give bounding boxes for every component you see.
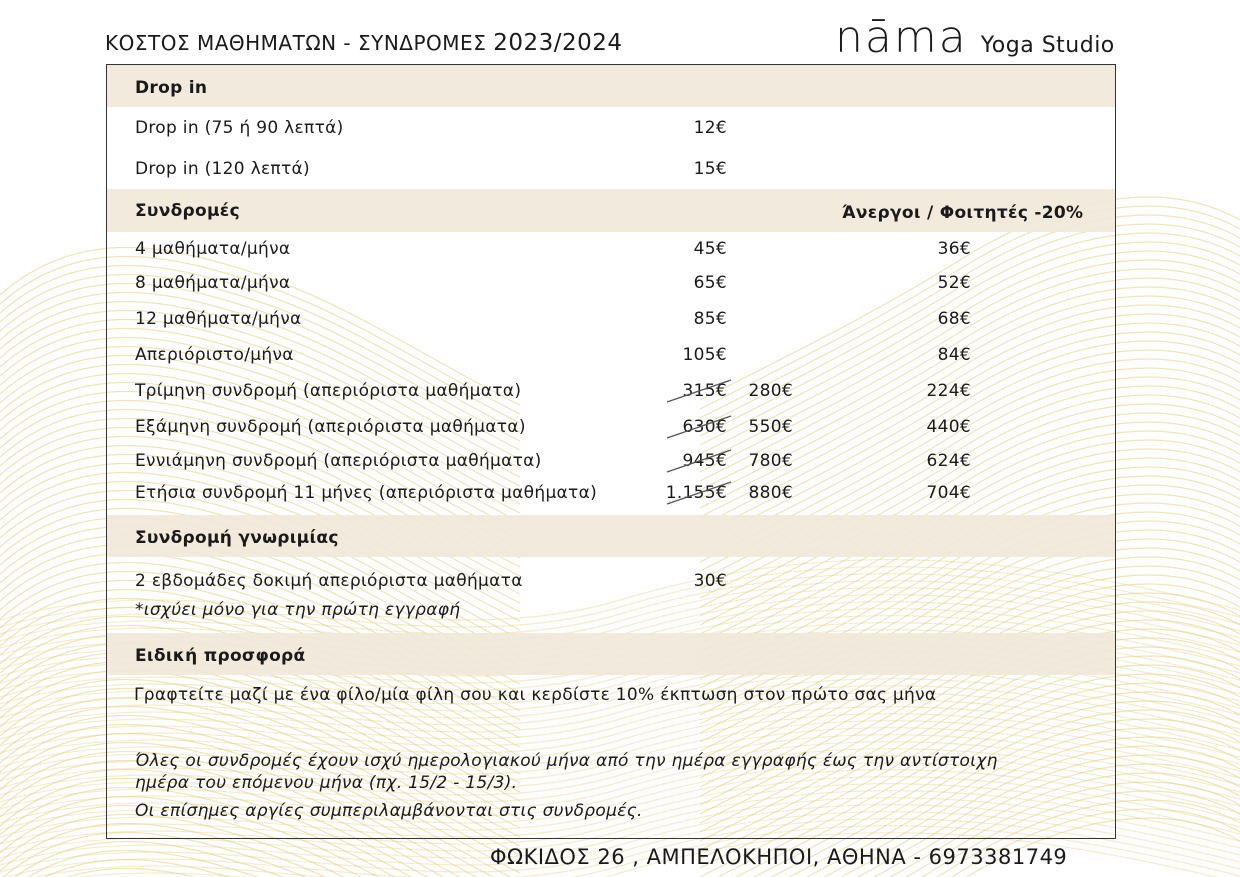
brand xyxy=(835,12,1115,63)
subscription-label: Τρίμηνη συνδρομή (απεριόριστα μαθήματα) xyxy=(135,381,522,401)
subscription-price: 315€ xyxy=(682,381,727,401)
subscription-label: Απεριόριστο/μήνα xyxy=(135,345,294,365)
title-year: 2023/2024 xyxy=(493,30,623,56)
subscription-offer-price: 280€ xyxy=(748,381,793,401)
subscription-label: 8 μαθήματα/μήνα xyxy=(135,273,291,293)
section-band-dropin xyxy=(107,65,1115,107)
section-heading-subscriptions: Συνδρομές xyxy=(135,201,240,221)
page-title xyxy=(105,30,623,56)
dropin-label-1: Drop in (75 ή 90 λεπτά) xyxy=(135,118,344,138)
subscription-label: 12 μαθήματα/μήνα xyxy=(135,309,302,329)
dropin-price-1: 12€ xyxy=(693,118,727,138)
brand-subtitle: Yoga Studio xyxy=(980,33,1115,58)
subscription-price: 630€ xyxy=(682,417,727,437)
price-strikethrough xyxy=(665,480,735,506)
subscription-price: 945€ xyxy=(682,451,727,471)
subscription-price: 85€ xyxy=(693,309,727,329)
note-line-1: Όλες οι συνδρομές έχουν ισχύ ημερολογιακού μήνα από την ημέρα εγγραφής έως την αντίστοιχη xyxy=(135,751,998,771)
subscription-discount-price: 52€ xyxy=(937,273,971,293)
subscription-discount-price: 84€ xyxy=(937,345,971,365)
note-line-2: ημέρα του επόμενου μήνα (πχ. 15/2 - 15/3). xyxy=(135,773,518,793)
subscription-offer-price: 550€ xyxy=(748,417,793,437)
subscription-discount-price: 68€ xyxy=(937,309,971,329)
subscription-discount-price: 704€ xyxy=(926,483,971,503)
subscription-price: 105€ xyxy=(682,345,727,365)
subscription-label: Ετήσια συνδρομή 11 μήνες (απεριόριστα μαθήματα) xyxy=(135,483,598,503)
subscription-price: 45€ xyxy=(693,239,727,259)
price-strikethrough xyxy=(665,448,735,474)
trial-label: 2 εβδομάδες δοκιμή απεριόριστα μαθήματα xyxy=(135,571,523,591)
trial-price: 30€ xyxy=(693,571,727,591)
dropin-label-2: Drop in (120 λεπτά) xyxy=(135,159,310,179)
price-card xyxy=(106,64,1116,839)
title-text: ΚΟΣΤΟΣ ΜΑΘΗΜΑΤΩΝ - ΣΥΝΔΡΟΜΕΣ xyxy=(105,31,487,55)
section-heading-special: Ειδική προσφορά xyxy=(135,646,306,666)
dropin-price-2: 15€ xyxy=(693,159,727,179)
subscription-discount-price: 440€ xyxy=(926,417,971,437)
footer-address: ΦΩΚΙΔΟΣ 26 , ΑΜΠΕΛΟΚΗΠΟΙ, ΑΘΗΝΑ - 6973381749 xyxy=(490,845,1068,869)
section-heading-dropin: Drop in xyxy=(135,78,208,98)
special-offer-text: Γραφτείτε μαζί με ένα φίλο/μία φίλη σου και κερδίστε 10% έκπτωση στον πρώτο σας μήνα xyxy=(134,685,937,705)
section-heading-trial: Συνδρομή γνωριμίας xyxy=(135,528,339,548)
note-line-3: Οι επίσημες αργίες συμπεριλαμβάνονται στις συνδρομές. xyxy=(135,801,643,821)
subscription-label: Εξάμηνη συνδρομή (απεριόριστα μαθήματα) xyxy=(135,417,526,437)
subscription-label: 4 μαθήματα/μήνα xyxy=(135,239,291,259)
price-strikethrough xyxy=(665,378,735,404)
subscription-price: 1.155€ xyxy=(665,483,727,503)
subscription-discount-price: 624€ xyxy=(926,451,971,471)
subscription-label: Εννιάμηνη συνδρομή (απεριόριστα μαθήματα) xyxy=(135,451,542,471)
brand-logo: nāma xyxy=(835,12,968,63)
subscription-discount-price: 224€ xyxy=(926,381,971,401)
subscription-discount-price: 36€ xyxy=(937,239,971,259)
trial-note: *ισχύει μόνο για την πρώτη εγγραφή xyxy=(135,600,461,620)
subscription-price: 65€ xyxy=(693,273,727,293)
price-strikethrough xyxy=(665,414,735,440)
subscription-offer-price: 780€ xyxy=(748,451,793,471)
discount-heading: Άνεργοι / Φοιτητές -20% xyxy=(842,203,1084,223)
subscription-offer-price: 880€ xyxy=(748,483,793,503)
